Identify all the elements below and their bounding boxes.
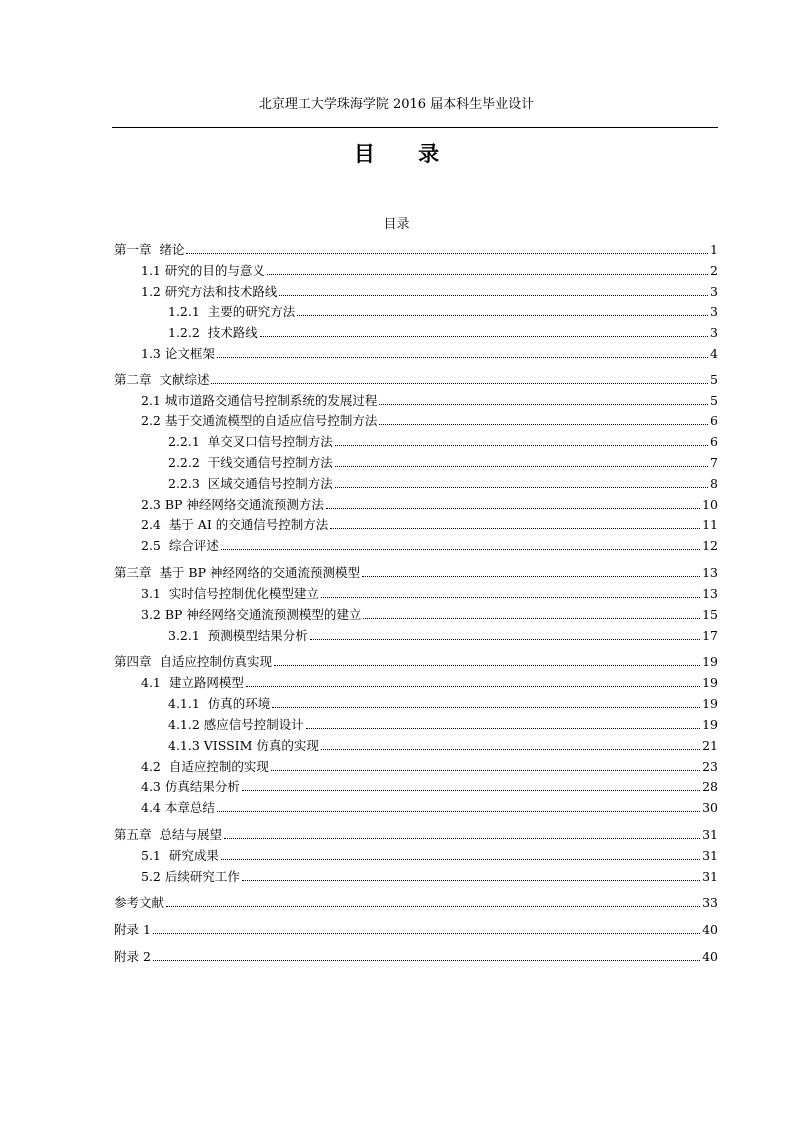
toc-entry-label: 2.1 城市道路交通信号控制系统的发展过程 <box>141 393 378 408</box>
toc-entry-label: 1.2 研究方法和技术路线 <box>141 284 278 299</box>
toc-entry[interactable] <box>114 715 718 733</box>
toc-entry[interactable] <box>114 825 718 843</box>
toc-entry[interactable] <box>114 605 718 623</box>
toc-entry-page-number: 31 <box>702 848 718 863</box>
toc-entry-page-number: 31 <box>702 827 718 842</box>
toc-entry-label: 2.2 基于交通流模型的自适应信号控制方法 <box>141 413 378 428</box>
dot-leader <box>267 274 708 275</box>
toc-entry[interactable] <box>114 694 718 712</box>
toc-entry-page-number: 7 <box>710 455 718 470</box>
dot-leader <box>221 859 700 860</box>
toc-entry-label: 4.2 自适应控制的实现 <box>141 759 269 774</box>
toc-entry-page-number: 1 <box>710 242 718 257</box>
toc-entry-label: 4.4 本章总结 <box>141 800 215 815</box>
toc-entry-page-number: 19 <box>702 675 718 690</box>
toc-entry[interactable] <box>114 777 718 795</box>
toc-entry[interactable] <box>114 563 718 581</box>
dot-leader <box>271 770 700 771</box>
toc-entry-page-number: 10 <box>702 497 718 512</box>
toc-entry-page-number: 12 <box>702 538 718 553</box>
dot-leader <box>242 880 700 881</box>
toc-entry-label: 附录 2 <box>114 949 151 964</box>
toc-entry-page-number: 8 <box>710 476 718 491</box>
toc-entry-page-number: 17 <box>702 628 718 643</box>
toc-entry-page-number: 13 <box>702 586 718 601</box>
toc-entry[interactable] <box>114 302 718 320</box>
running-header: 北京理工大学珠海学院 2016 届本科生毕业设计 <box>258 97 535 112</box>
toc-entry[interactable] <box>114 323 718 341</box>
dot-leader <box>166 906 700 907</box>
toc-entry-page-number: 31 <box>702 869 718 884</box>
toc-entry[interactable] <box>114 893 718 911</box>
toc-entry-page-number: 2 <box>710 263 718 278</box>
toc-entry-label: 2.2.2 干线交通信号控制方法 <box>168 455 333 470</box>
toc-entry-label: 第一章 绪论 <box>114 242 185 257</box>
dot-leader <box>217 357 708 358</box>
toc-entry-page-number: 28 <box>702 779 718 794</box>
toc-entry-page-number: 19 <box>702 696 718 711</box>
dot-leader <box>246 686 700 687</box>
toc-entry-label: 3.2 BP 神经网络交通流预测模型的建立 <box>141 607 362 622</box>
toc-entry-page-number: 6 <box>710 434 718 449</box>
toc-entry-label: 2.5 综合评述 <box>141 538 219 553</box>
header-rule <box>112 127 718 128</box>
toc-entry-page-number: 3 <box>710 304 718 319</box>
toc-entry-label: 4.1.3 VISSIM 仿真的实现 <box>168 738 319 753</box>
toc-entry-label: 3.1 实时信号控制优化模型建立 <box>141 586 319 601</box>
toc-entry-label: 第二章 文献综述 <box>114 372 210 387</box>
dot-leader <box>242 790 700 791</box>
toc-entry-label: 2.4 基于 AI 的交通信号控制方法 <box>141 517 329 532</box>
toc-entry-page-number: 23 <box>702 759 718 774</box>
dot-leader <box>211 383 708 384</box>
toc-entry[interactable] <box>114 240 718 258</box>
toc-entry[interactable] <box>114 652 718 670</box>
toc-subtitle: 目录 <box>383 217 410 232</box>
dot-leader <box>221 549 700 550</box>
toc-entry[interactable] <box>114 282 718 300</box>
toc-entry-label: 1.2.1 主要的研究方法 <box>168 304 296 319</box>
dot-leader <box>153 933 700 934</box>
toc-entry[interactable] <box>114 920 718 938</box>
toc-entry[interactable] <box>114 757 718 775</box>
dot-leader <box>279 295 708 296</box>
dot-leader <box>362 576 700 577</box>
toc-entry[interactable] <box>114 584 718 602</box>
toc-entry-label: 第五章 总结与展望 <box>114 827 222 842</box>
toc-entry-label: 2.3 BP 神经网络交通流预测方法 <box>141 497 324 512</box>
toc-entry-page-number: 19 <box>702 654 718 669</box>
toc-entry-label: 参考文献 <box>114 895 165 910</box>
toc-entry-page-number: 4 <box>710 346 718 361</box>
toc-entry[interactable] <box>114 432 718 450</box>
toc-entry[interactable] <box>114 495 718 513</box>
toc-entry-page-number: 21 <box>702 738 718 753</box>
dot-leader <box>379 404 708 405</box>
toc-entry-label: 1.2.2 技术路线 <box>168 325 258 340</box>
dot-leader <box>297 315 708 316</box>
toc-entry[interactable] <box>114 370 718 388</box>
toc-entry-label: 4.3 仿真结果分析 <box>141 779 240 794</box>
toc-entry-label: 2.2.1 单交叉口信号控制方法 <box>168 434 333 449</box>
toc-entry-page-number: 5 <box>710 372 718 387</box>
toc-entry-page-number: 15 <box>702 607 718 622</box>
dot-leader <box>326 508 700 509</box>
toc-entry-label: 2.2.3 区域交通信号控制方法 <box>168 476 333 491</box>
toc-entry-page-number: 6 <box>710 413 718 428</box>
dot-leader <box>379 424 708 425</box>
dot-leader <box>330 528 700 529</box>
toc-entry-page-number: 5 <box>710 393 718 408</box>
toc-entry[interactable] <box>114 673 718 691</box>
dot-leader <box>272 707 700 708</box>
dot-leader <box>217 811 700 812</box>
toc-entry-page-number: 13 <box>702 565 718 580</box>
toc-entry[interactable] <box>114 947 718 965</box>
toc-entry-page-number: 19 <box>702 717 718 732</box>
toc-entry[interactable] <box>114 515 718 533</box>
dot-leader <box>363 618 700 619</box>
dot-leader <box>274 665 700 666</box>
dot-leader <box>321 597 700 598</box>
toc-entry[interactable] <box>114 453 718 471</box>
toc-entry[interactable] <box>114 344 718 362</box>
toc-entry[interactable] <box>114 846 718 864</box>
toc-entry-label: 3.2.1 预测模型结果分析 <box>168 628 308 643</box>
dot-leader <box>335 466 708 467</box>
toc-entry-label: 第三章 基于 BP 神经网络的交通流预测模型 <box>114 565 360 580</box>
toc-entry-label: 1.1 研究的目的与意义 <box>141 263 265 278</box>
toc-entry[interactable] <box>114 391 718 409</box>
toc-entry-page-number: 11 <box>702 517 718 532</box>
dot-leader <box>306 728 700 729</box>
toc-entry-label: 1.3 论文框架 <box>141 346 215 361</box>
toc-entry[interactable] <box>114 261 718 279</box>
page-title: 目 录 <box>353 141 458 166</box>
toc-entry-label: 附录 1 <box>114 922 151 937</box>
dot-leader <box>260 336 708 337</box>
dot-leader <box>310 639 700 640</box>
toc-entry[interactable] <box>114 798 718 816</box>
toc-entry[interactable] <box>114 536 718 554</box>
toc-entry-page-number: 3 <box>710 325 718 340</box>
toc-entry-label: 4.1 建立路网模型 <box>141 675 244 690</box>
toc-entry-label: 第四章 自适应控制仿真实现 <box>114 654 272 669</box>
toc-entry-page-number: 3 <box>710 284 718 299</box>
toc-entry[interactable] <box>114 626 718 644</box>
dot-leader <box>335 445 708 446</box>
toc-entry[interactable] <box>114 411 718 429</box>
toc-entry[interactable] <box>114 867 718 885</box>
toc-entry[interactable] <box>114 474 718 492</box>
toc-entry-page-number: 33 <box>702 895 718 910</box>
toc-entry-page-number: 30 <box>702 800 718 815</box>
dot-leader <box>335 487 708 488</box>
dot-leader <box>224 838 700 839</box>
toc-entry-label: 4.1.1 仿真的环境 <box>168 696 271 711</box>
toc-entry-label: 4.1.2 感应信号控制设计 <box>168 717 304 732</box>
dot-leader <box>153 960 700 961</box>
toc-entry-page-number: 40 <box>702 949 718 964</box>
toc-entry[interactable] <box>114 736 718 754</box>
toc-entry-label: 5.1 研究成果 <box>141 848 219 863</box>
toc-entry-page-number: 40 <box>702 922 718 937</box>
toc-entry-label: 5.2 后续研究工作 <box>141 869 240 884</box>
dot-leader <box>186 253 708 254</box>
dot-leader <box>321 749 700 750</box>
